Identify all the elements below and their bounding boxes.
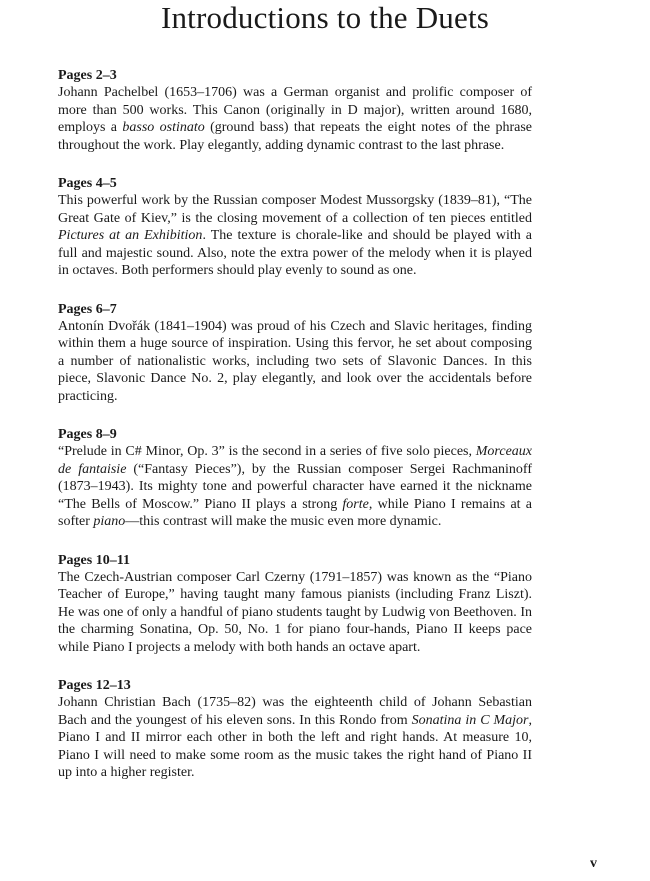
duet-introductions [58,67,532,803]
section-body [58,192,532,280]
body-text: (ground bass) that repeats the eight notes of the phrase throughout the work. Play elegantly, adding dynamic contrast to the last phrase. [58,120,533,153]
italic-title-text: Pictures at an Exhibition [58,228,203,243]
section-pages-4-5 [58,175,532,280]
section-pages-8-9 [58,426,532,531]
body-text: , while Piano I remains at a softer [58,496,532,529]
body-text: Johann Pachelbel (1653–1706) was a German organist and prolific composer of more than 500 works. This Canon (originally in D major), written around 1680, employs a [58,85,532,135]
section-body [58,318,532,406]
italic-title-text: forte [342,496,369,512]
section-heading: Pages 6–7 [58,301,117,317]
italic-title-text: basso ostinato [122,120,205,135]
body-text: Johann Christian Bach (1735–82) was the eighteenth child of Johann Sebastian Bach and the youngest of his eleven sons. In this Rondo from [58,695,532,728]
section-heading: Pages 10–11 [58,552,130,568]
section-heading: Pages 12–13 [58,678,131,693]
body-text: Antonín Dvořák (1841–1904) was proud of his Czech and Slavic heritages, finding within them a huge source of inspiration. Using this fervor, he set about composing a number of nationalistic works, including two sets of Slavonic Dances. In this piece, Slavonic Dance No. 2, play elegantly, and look over the accidentals before practicing. [58,318,532,404]
section-pages-6-7 [58,301,532,406]
body-text: . The texture is chorale-like and should be played with a full and majestic sound. Also, note the extra power of the melody when it is played in octaves. Both performers should play evenly to sound as one. [58,228,532,278]
body-text: , Piano I and II mirror each other in both the left and right hands. At measure 10, Piano I will need to make some room as the music takes the right hand of Piano II up into a higher register. [58,712,532,780]
section-heading: Pages 2–3 [58,68,117,83]
italic-title-text: Sonatina in C Major [411,712,529,728]
section-body [58,443,532,531]
section-body [58,694,532,782]
section-body [58,569,532,657]
section-pages-12-13 [58,677,532,782]
section-heading: Pages 4–5 [58,176,117,191]
italic-title-text: Morceaux de fantaisie [58,444,532,477]
body-text: “Prelude in C# Minor, Op. 3” is the second in a series of five solo pieces, [58,444,476,459]
body-text: The Czech-Austrian composer Carl Czerny (1791–1857) was known as the “Piano Teacher of Europe,” having taught many famous pianists (including Franz Liszt). He was one of only a handful of piano students taught by Ludwig von Beethoven. In the charming Sonatina, Op. 50, No. 1 for piano four-hands, Piano II keeps pace while Piano I projects a melody with both hands an octave apart. [58,569,532,655]
body-text: —this contrast will make the music even more dynamic. [125,514,442,529]
page-title: Introductions to the Duets [160,0,490,35]
section-pages-10-11 [58,552,532,657]
section-body [58,84,532,154]
italic-title-text: piano [93,514,126,529]
body-text: (“Fantasy Pieces”), by the Russian composer Sergei Rachmaninoff (1873–1943). Its mighty tone and powerful character have earned it the nickname “The Bells of Moscow.” Piano II plays a strong [58,461,533,512]
section-pages-2-3 [58,67,532,154]
page-number: v [590,856,597,871]
section-heading: Pages 8–9 [58,427,117,442]
body-text: This powerful work by the Russian composer Modest Mussorgsky (1839–81), “The Great Gate of Kiev,” is the closing movement of a collection of ten pieces entitled [58,193,532,226]
